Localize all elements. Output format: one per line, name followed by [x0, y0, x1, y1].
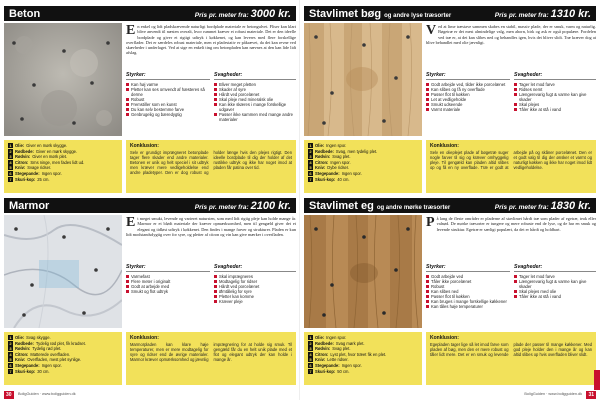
test-results-box — [4, 140, 122, 193]
pros-item: Passer flot til køkken — [426, 294, 510, 299]
pros-item: Robust — [126, 97, 210, 102]
section-header — [4, 6, 296, 21]
pros-item: Robust — [426, 284, 510, 289]
cons-item: Længerevarig fugt & varme kan give skader — [514, 279, 596, 289]
conclusion-heading: Konklusion: — [130, 335, 159, 341]
cons-item: Pletter kan komme — [214, 294, 296, 299]
cons-heading: Svagheder: — [214, 72, 296, 80]
test-result: 1 Olie: Ingen spor. — [309, 143, 347, 148]
price-tag: Pris pr. meter fra: 2100 kr. — [194, 199, 291, 212]
conclusion-box — [426, 332, 596, 385]
cons-item: Ømtålelig for syre — [214, 289, 296, 294]
test-result: 5 Kniv: Dybe ridser. — [309, 165, 350, 171]
pros-item: Godt arbejde ved — [426, 274, 510, 279]
pros-item: Kan slibes ned — [426, 289, 510, 294]
drop-cap: V — [426, 24, 437, 38]
cons-item: Skal plejes — [514, 102, 596, 107]
conclusion-heading: Konklusion: — [430, 335, 459, 341]
test-result: 4 Citron: Ingen spor. — [309, 159, 351, 165]
test-result: 5 Kniv: Overfladen, mest plet synlige. — [9, 357, 82, 363]
pros-item: Tåler ikke porcelænet — [426, 279, 510, 284]
test-result: 2 Rødbede: Svag mørk plet. — [309, 340, 365, 346]
section-header — [304, 198, 596, 213]
intro-text: Et meget smukt, levende og varieret natursten, som med lidt rigtig pleje kan holde mange år. Marmor er et blødt materiale der kræver opmærksomhed, men til gengæld giver det et elegant og tidløst udtryk i køkkenet. Den findes i mange farver og strukturer. Pladen er kun lidt modstandsdygtig over for syre, og pletter af citron og vin kan give mærker i overfladen. — [126, 216, 296, 237]
page-edge-tab — [594, 370, 600, 390]
page-footer — [0, 391, 300, 400]
test-result: 6 Stegepande: Ingen spor. — [309, 362, 362, 368]
test-result: 6 Stegepande: Ingen spor. — [9, 170, 62, 176]
test-result: 2 Rødbede: Giver en mørk skygge. — [9, 148, 78, 154]
cons-item: Skal imprægneres — [214, 274, 296, 279]
cons-item: Kan ikke skæres i mange forskellige udgaver — [214, 102, 296, 112]
pros-item: Smukt udseende — [426, 102, 510, 107]
test-result: 7 Skuri-kop: 30 cm. — [9, 368, 50, 374]
concrete-photo — [4, 23, 122, 136]
page-footer — [300, 391, 600, 400]
conclusion-text: Egepladen tager lige så let imod farve som pladen af bøg, men den er mere robust og tåler lidt mere. Det er en smuk og levende plade der passer til mange køkkener. Med god pleje holder den i mange år og kan altid slibes op hvis overfladen bliver slidt. — [430, 342, 592, 357]
pros-item: Godt at arbejde med — [126, 284, 210, 289]
price-tag: Pris pr. meter fra: 1830 kr. — [494, 199, 591, 212]
conclusion-box — [126, 332, 296, 385]
pros-item: Genbrugelig og bæredygtig — [126, 112, 210, 117]
cons-item: Tåler ikke at stå i vand — [514, 107, 596, 112]
intro-text: Ved at lime træstave sammen skabes en stabil, massiv plade, der er smuk, varm og naturlig. Bøgetræ er det mest almindelige valg, men ahorn, birk og ask er også populære. Fordelen ved træ er, at det kan slibes ned og behandles igen, hvis det bliver slidt. Træ kræver dog at blive behandlet med olie jævnligt. — [426, 24, 596, 45]
cons-item: Længerevarig fugt & varme kan give skader — [514, 92, 596, 102]
test-result: 3 Rødvin: Svag plet. — [309, 154, 351, 160]
test-result: 4 Citron: Lyst plet, hvor træet fik en plet. — [309, 351, 387, 357]
pros-item: Smukt og flot udtryk — [126, 289, 210, 294]
test-result: 1 Olie: Ingen spor. — [309, 335, 347, 340]
cons-item: Hårdt ved porcelænet — [214, 92, 296, 97]
price-tag: Pris pr. meter fra: 1310 kr. — [494, 7, 591, 20]
cons-heading: Svagheder: — [214, 264, 296, 272]
cons-item: Tager let mod farve — [514, 82, 596, 87]
drop-cap: E — [126, 24, 136, 38]
pros-item: Du kan selv bestemme farve — [126, 107, 210, 112]
pros-list — [126, 264, 210, 328]
section-title: Stavlimet bøg og andre lyse træsorter — [309, 7, 452, 20]
marble-photo — [4, 215, 122, 328]
drop-cap: P — [426, 216, 435, 230]
test-result: 2 Rødbede: Svag, men tydelig plet. — [309, 148, 378, 154]
test-results-box — [304, 140, 422, 193]
test-result: 2 Rødbede: Tydelig rød plet, fik kradset. — [9, 340, 86, 346]
cons-item: Kræver pleje — [214, 299, 296, 304]
section-stavlimet-eg — [304, 198, 596, 388]
pros-item: Kan slibes og få ny overflade — [426, 87, 510, 92]
test-result: 7 Skuri-kop: 50 cm. — [309, 368, 350, 374]
cons-item: Bliver meget pletten — [214, 82, 296, 87]
pros-item: Varmefast — [126, 274, 210, 279]
page-number: 30 — [6, 392, 12, 398]
pros-item: Flere meter i originalt — [126, 279, 210, 284]
pros-heading: Styrker: — [426, 264, 510, 272]
conclusion-heading: Konklusion: — [430, 143, 459, 149]
pros-list — [426, 72, 510, 136]
cons-item: Passer ikke sammen med mange andre materialer — [214, 112, 296, 122]
oak-wood-photo — [304, 215, 422, 328]
drop-cap: E — [126, 216, 136, 230]
pros-heading: Styrker: — [126, 264, 210, 272]
cons-heading: Svagheder: — [514, 72, 596, 80]
section-marmor — [4, 198, 296, 388]
section-beton — [4, 6, 296, 196]
test-result: 3 Rødvin: Giver en mørk plet. — [9, 154, 68, 160]
test-result: 7 Skuri-kop: 25 cm. — [9, 176, 50, 182]
test-result: 1 Olie: Giver en mørk skygge. — [9, 143, 68, 148]
page-number: 31 — [588, 392, 594, 398]
test-result: 4 Citron: Matterede overfladen. — [9, 351, 71, 357]
pros-item: Let at vedligeholde — [426, 97, 510, 102]
cons-list — [514, 264, 596, 328]
cons-item: Skal plejes med olie — [514, 289, 596, 294]
cons-item: Modtagelig for ridser — [214, 279, 296, 284]
test-results-box — [304, 332, 422, 385]
footer-text: BoligGuiden · www.boligguiden.dk — [524, 392, 582, 396]
test-result: 1 Olie: Svag skygge. — [9, 335, 51, 340]
price-tag: Pris pr. meter fra: 3000 kr. — [194, 7, 291, 20]
section-title: Stavlimet eg og andre mørke træsorter — [309, 199, 451, 212]
section-title: Beton — [9, 7, 41, 20]
section-header — [304, 6, 596, 21]
pros-heading: Styrker: — [426, 72, 510, 80]
pros-item: Kan høj varme — [126, 82, 210, 87]
pros-item: Kan bruges i mange forskellige køkkener — [426, 299, 510, 304]
pros-item: Passer flot til køkken — [426, 92, 510, 97]
conclusion-text: Selv en olieplejet plade af bøgetræ suger nogle farver til sig og kræver omhyggelig pleje. Til gengæld kan pladen altid slibes op og få en ny overflade. Træ er godt at arbejde på og skåner porcelænet. Den er et godt valg til dig der ønsker et varmt og naturligt køkken og ikke har noget imod lidt vedligeholdelse. — [430, 150, 592, 170]
conclusion-heading: Konklusion: — [130, 143, 159, 149]
beech-wood-photo — [304, 23, 422, 136]
pros-item: Pletter kan ses omvendt af hæsteres så derme — [126, 87, 210, 97]
test-result: 5 Kniv: Svage ridser. — [9, 165, 52, 171]
cons-item: Ridses nemt — [514, 87, 596, 92]
cons-list — [514, 72, 596, 136]
pros-item: Kan tåles høje temperaturer — [426, 304, 510, 309]
intro-text: På lang de fleste områder er pladerne af stavlimet hårdt træ som plader af egetræ, teak eller valnød. De mørke træsorter er tungere og mere robuste end de lyse, og de har en smuk og levende struktur. Egetræ er særligt populært, da det er hårdt og holdbart. — [426, 216, 596, 232]
cons-item: Hårdt ved porcelænet — [214, 284, 296, 289]
test-result: 7 Skuri-kop: 40 cm. — [309, 176, 350, 182]
right-page — [300, 0, 600, 400]
cons-item: Tager let mod farve — [514, 274, 596, 279]
pros-list — [426, 264, 510, 328]
conclusion-box — [426, 140, 596, 193]
conclusion-text: Selv er grundigt imprægneret betonplade tager flere skader end andre materialer. Betonen er unik og helt speciel i sit udtryk men kræver mere vedligeholdelse end andre pladetyper. Den er dog robust og holder længe hvis den plejes rigtigt. Den ideelle bordplade til dig der holder af det rustikke udtryk og ikke har noget imod at pladen får patina over tid. — [130, 150, 292, 175]
conclusion-text: Marmorpladen kan klare høje temperaturer, men er mere modtagelig for syre og ridser end de øvrige materialer. Marmor kræver opmærksomhed og jævnlig imprægnering for at holde sig smuk. Til gengæld får du en helt unik plade med et flot og elegant udtryk der kan holde i mange år. — [130, 342, 292, 362]
cons-heading: Svagheder: — [514, 264, 596, 272]
test-result: 3 Rødvin: Tydelig rød plet. — [9, 346, 62, 352]
conclusion-box — [126, 140, 296, 193]
test-results-box — [4, 332, 122, 385]
cons-item: Skal pleje med mineralsk olie — [214, 97, 296, 102]
pros-item: Godt arbejde ved, tilder ikke porcelænet — [426, 82, 510, 87]
pros-item: Fremstiller som en kunst — [126, 102, 210, 107]
test-result: 4 Citron: Sms ninge, men fades lidt ud. — [9, 159, 85, 165]
cons-list — [214, 264, 296, 328]
section-title: Marmor — [9, 199, 50, 212]
pros-heading: Styrker: — [126, 72, 210, 80]
test-result: 3 Rødvin: Svag plet. — [309, 346, 351, 352]
pros-list — [126, 72, 210, 136]
test-result: 6 Stegepande: Ingen spor. — [9, 362, 62, 368]
section-stavlimet-bog — [304, 6, 596, 196]
test-result: 5 Kniv: Lette ridser. — [309, 357, 349, 363]
cons-item: Skader af syre — [214, 87, 296, 92]
cons-list — [214, 72, 296, 136]
section-header — [4, 198, 296, 213]
cons-item: Tåler ikke at stå i vand — [514, 294, 596, 299]
footer-text: BoligGuiden · www.boligguiden.dk — [18, 392, 76, 396]
intro-text: En enkel og lidt pladskrævende naturligt bordplade materiale er betongulvet. Fliser kan klart blive anvendt til næsten overalt, hvor rummet kræver et robust materiale. Det er den ideelle bordplade og giver et rigtigt udtryk i køkkenet, og kan leveres med flere forskellige overflader. Det er særdeles robust materiale, men et pladestativ er påkrævet, da det kan revne ved skævheder i underlaget. Ved at sige en enkelt ting om betonpladen kan nævnes at den kan lide lidt afslag. — [126, 24, 296, 56]
pros-item: Varmt materiale — [426, 107, 510, 112]
test-result: 6 Stegepande: Ingen spor. — [309, 170, 362, 176]
